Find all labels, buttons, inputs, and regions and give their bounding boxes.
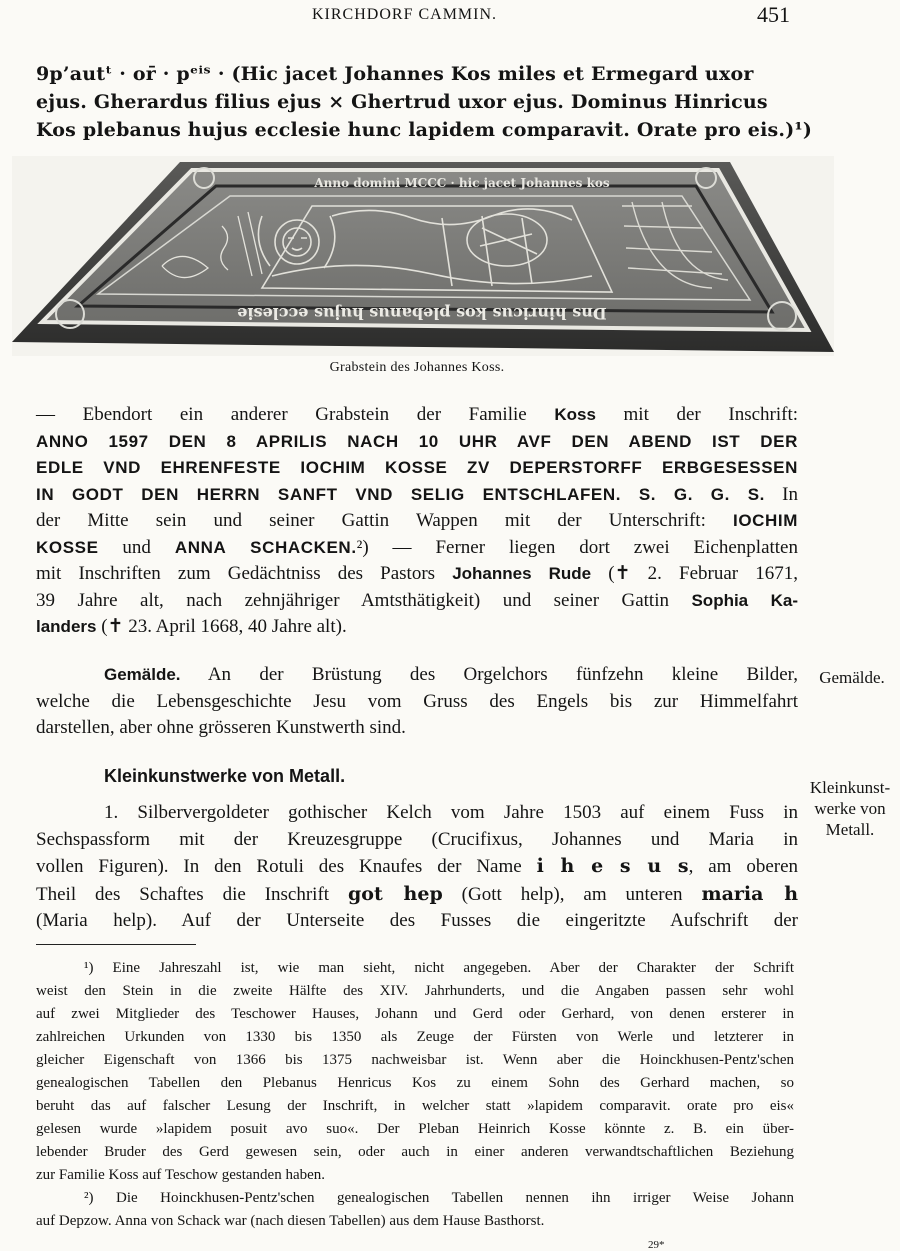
text-segment: (Gott help), am unteren (461, 883, 683, 905)
paragraph-gemaelde (36, 662, 798, 742)
text-line (36, 561, 798, 588)
text-segment: und (98, 536, 175, 558)
section-heading: Kleinkunstwerke von Metall. (104, 766, 346, 786)
name-caps: ANNA SCHACKEN. (174, 537, 357, 557)
stone-inscription-top: Anno domini MCCC · hic jacet Johannes kos (314, 176, 610, 190)
footnote-line: zur Familie Koss auf Teschow gestanden haben. (36, 1167, 326, 1183)
text-segment: mit Inschriften zum Gedächtniss des Pastors (36, 563, 453, 584)
footnote-line: lebender Bruder des Gerd gewesen sein, oder auch in einer anderen verwandtschaftlichen Beziehung (36, 1144, 794, 1160)
name-bold: Sophia Ka- (691, 590, 798, 610)
figure-caption: Grabstein des Johannes Koss. (329, 360, 505, 375)
inscription-caps-segment: IN GODT DEN HERRN SANFT VND SELIG ENTSCHLAFEN. S. G. G. S. (36, 484, 765, 504)
run-in-heading: Gemälde. (104, 665, 181, 684)
text-segment: (✝ 2. Februar 1671, (591, 563, 798, 584)
text-line (36, 535, 798, 562)
text-segment: — Ebendort ein anderer Grabstein der (36, 404, 442, 425)
text-segment: der Mitte sein und seiner Gattin Wappen mit der Unterschrift: (36, 510, 734, 531)
margin-note-line: Metall. (825, 820, 875, 839)
text-segment: 1. Silbervergoldeter gothischer Kelch vom Jahre 1503 auf einem Fuss in (104, 802, 798, 823)
paragraph-kelch (36, 800, 798, 935)
text-segment: Theil des Schaftes die Inschrift (36, 883, 330, 905)
margin-note-kleinkunst (800, 777, 900, 840)
footnote-line: auf zwei Mitglieder des Teschower Hauses, Johann und Gerd oder Gerhard, von denen ersterer in (36, 1006, 794, 1022)
text-line: darstellen, aber ohne grösseren Kunstwerth sind. (36, 717, 406, 738)
text-segment: mit (623, 404, 649, 425)
footnote-line: auf Depzow. Anna von Schack war (nach diesen Tabellen) aus dem Hause Basthorst. (36, 1213, 545, 1229)
stone-inscription-bottom: Dns hinricus kos plebanus hujus ecclesie (237, 304, 607, 323)
footnote-2 (36, 1187, 794, 1233)
text-segment: der (676, 404, 701, 425)
signature-mark: 29* (648, 1239, 665, 1251)
name-caps: KOSSE (36, 537, 99, 557)
inscription-caps-line: EDLE VND EHRENFESTE IOCHIM KOSSE ZV DEPERSTORFF ERBGESESSEN (36, 458, 798, 477)
footnote-line: gelesen wurde »lapidem posuit avo suo«. Der Pleban Heinrich Kosse könnte z. B. ein über- (36, 1121, 794, 1137)
name-bold: landers (36, 617, 97, 636)
gothic-inscription-line: 9p’autᵗ · or̄ · pᵉⁱˢ · (Hic jacet Johannes Kos miles et Ermegard uxor (36, 63, 754, 85)
gothic-word: maria h (701, 882, 799, 905)
page-number: 451 (757, 2, 790, 27)
text-segment: vollen Figuren). In den Rotuli des Knaufes der Name (36, 856, 522, 877)
margin-note-line: werke von (814, 799, 886, 818)
footnote-line: beruht das auf falscher Lesung der Inschrift, in welcher statt »lapidem comparavit. orate pro eis« (36, 1098, 794, 1114)
text-segment: 39 Jahre alt, nach zehnjähriger Amtsthätigkeit) und seiner Gattin (36, 589, 692, 611)
name-koss: Koss (554, 405, 596, 424)
footnote-line: ²) Die Hoinckhusen-Pentz'schen genealogischen Tabellen nennen ihn irriger Weise Johann (84, 1190, 794, 1206)
gothic-word: i h e s u s (536, 855, 689, 877)
gothic-inscription-line: ejus. Gherardus filius ejus × Ghertrud uxor ejus. Dominus Hinricus (36, 91, 768, 113)
name-caps: IOCHIM (733, 511, 798, 530)
footnote-line: genealogischen Tabellen den Plebanus Henricus Kos zu einem Sohn des Gerhard machen, so (36, 1075, 794, 1091)
footnote-line: weist den Stein in die zweite Hälfte des XIV. Jahrhunderts, und die Angaben passen sehr wohl (36, 983, 794, 999)
text-line (36, 588, 798, 615)
text-line (36, 402, 798, 429)
text-segment: Inschrift: (728, 404, 799, 425)
footnote-rule (36, 944, 196, 945)
text-line: Sechspassform mit der Kreuzesgruppe (Crucifixus, Johannes und Maria in (36, 828, 798, 850)
text-line (36, 508, 798, 535)
text-segment: , am oberen (688, 856, 799, 877)
text-segment: (✝ 23. April 1668, 40 Jahre alt). (96, 616, 347, 637)
footnote-line: gleicher Eigenschaft von 1366 bis 1375 nachweisbar ist. Wenn aber die Hoinckhusen-Pentz'schen (36, 1052, 794, 1068)
text-line (36, 800, 798, 827)
gothic-word: got hep (348, 882, 443, 905)
footnote-line: zahlreichen Urkunden von 1330 bis 1350 als Zeuge der Fürsten von Werle und letzterer in (36, 1029, 794, 1045)
text-segment: ²) — Ferner liegen dort zwei Eichenplatten (356, 536, 798, 558)
text-line (36, 881, 798, 909)
margin-note-line: Kleinkunst- (809, 778, 891, 797)
text-line (36, 853, 798, 881)
running-header: KIRCHDORF CAMMIN. (312, 6, 498, 23)
text-line: welche die Lebensgeschichte Jesu vom Gruss des Engels bis zur Himmelfahrt (36, 690, 798, 712)
margin-note-gemaelde: Gemälde. (819, 668, 885, 687)
text-line (36, 482, 798, 509)
text-line: (Maria help). Auf der Unterseite des Fusses die eingeritzte Aufschrift der (36, 910, 798, 931)
text-segment: In (764, 483, 798, 505)
gravestone-photo (12, 156, 834, 356)
footnote-line: ¹) Eine Jahreszahl ist, wie man sieht, nicht angegeben. Aber der Charakter der Schrift (84, 960, 794, 976)
text-segment: An der Brüstung des Orgelchors fünfzehn kleine Bilder, (180, 664, 798, 685)
footnote-1 (36, 957, 794, 1187)
gothic-inscription-line: Kos plebanus hujus ecclesie hunc lapidem comparavit. Orate pro eis.)¹) (36, 119, 813, 141)
text-line (36, 662, 798, 689)
name-bold: Johannes Rude (452, 564, 592, 583)
text-line (36, 614, 798, 641)
paragraph-gravestone (36, 402, 798, 641)
text-segment: Familie (468, 404, 527, 425)
inscription-caps-line: ANNO 1597 DEN 8 APRILIS NACH 10 UHR AVF DEN ABEND IST DER (36, 431, 798, 451)
